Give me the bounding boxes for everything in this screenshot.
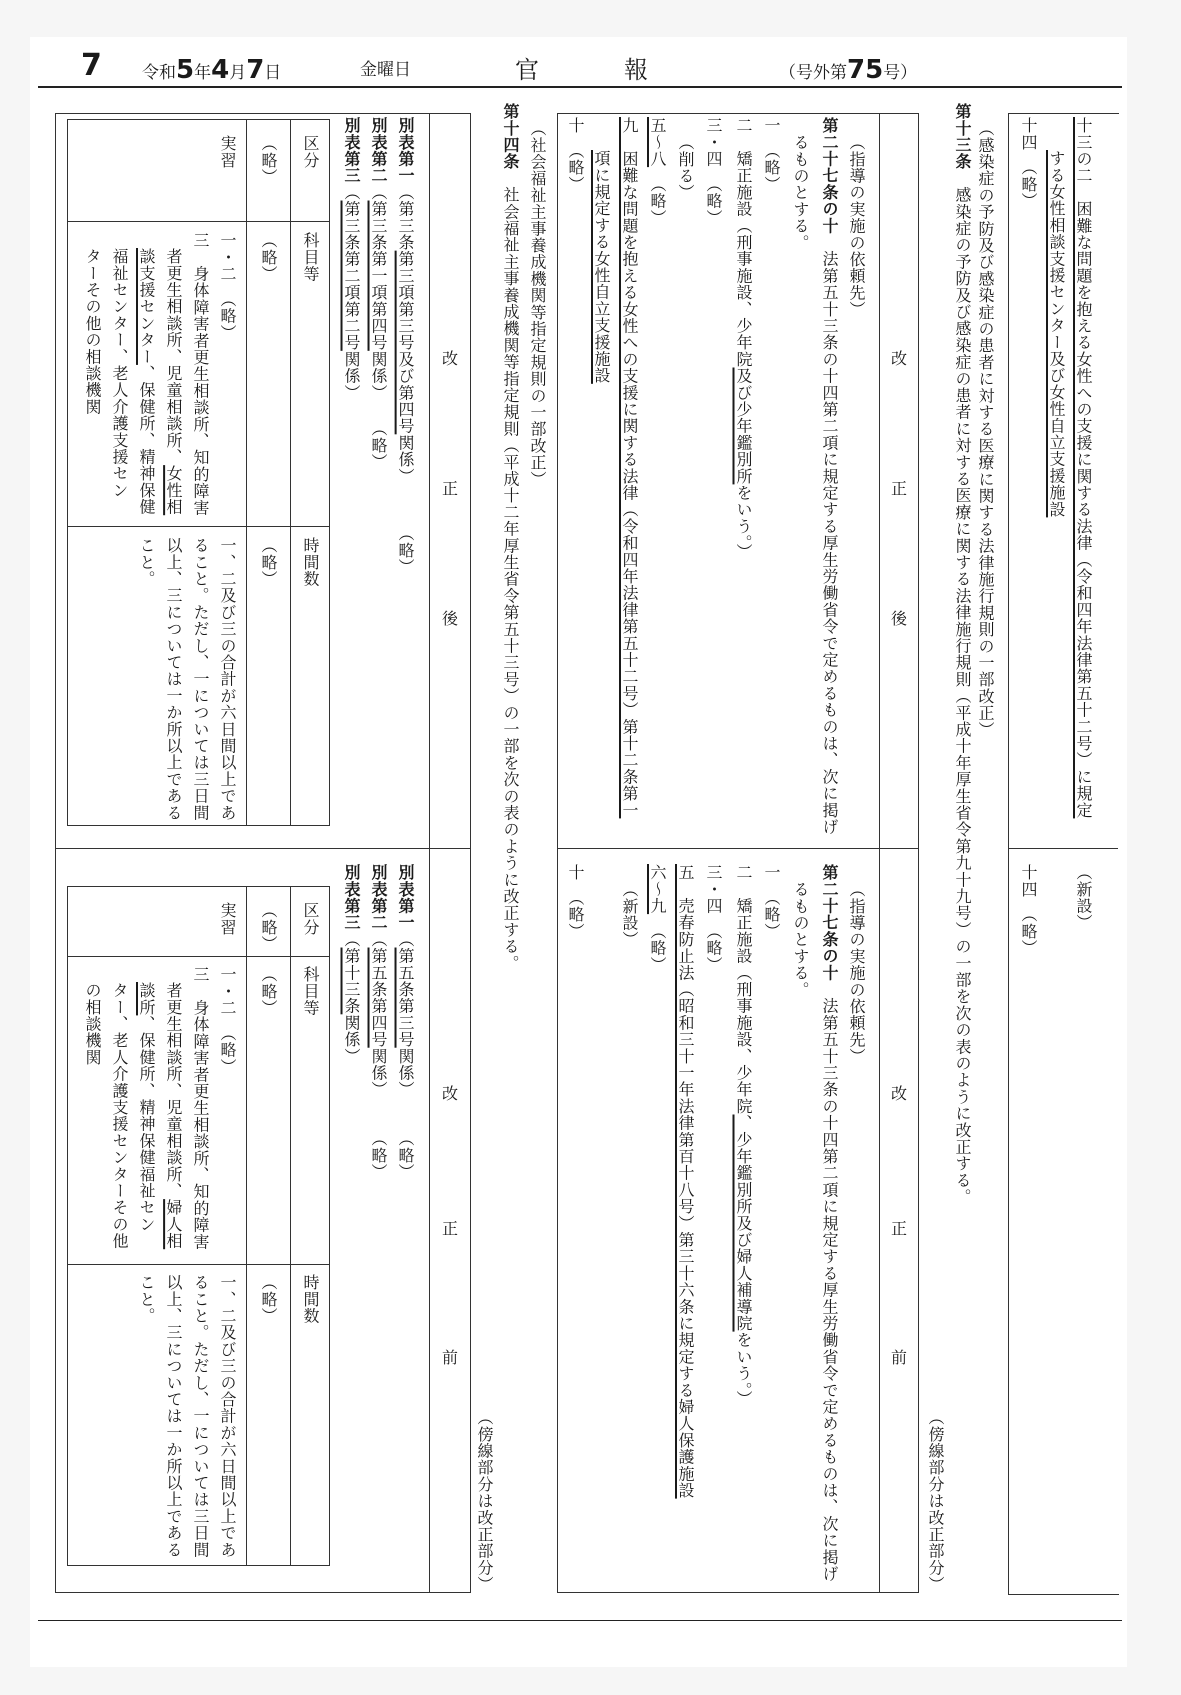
label-after-go: 後 (441, 609, 458, 628)
table-cell: （略） (259, 966, 278, 1017)
label-after-sei: 正 (890, 479, 907, 498)
hours-line: こと。 (137, 537, 156, 588)
label-before-sei: 正 (441, 1219, 458, 1238)
art13-before-line: （新設） (1074, 864, 1093, 931)
table-header-hours: 時間数 (301, 537, 320, 588)
subject-line: 三 身体障害者更生相談所、知的障害 (191, 966, 210, 1250)
table-column-border (246, 886, 247, 1566)
table-column-border (290, 119, 291, 826)
art13-before-line: 十四 （略） (1019, 864, 1038, 957)
hours-line: こと。 (137, 1274, 156, 1325)
issue-date: 令和5年4月7日 (142, 55, 282, 85)
table-row-border (67, 526, 330, 527)
gazette-title-kan: 官 (515, 56, 539, 84)
art27-after-line: （削る） (676, 134, 695, 201)
appended-table-heading: 別表第三（第十三条関係） (342, 864, 361, 1065)
art27-before-line: 一 （略） (762, 864, 781, 940)
art13-after-line: する女性相談支援センター及び女性自立支援施設 (1047, 150, 1066, 518)
label-after-kai: 改 (441, 349, 458, 368)
omitted-mark: （略） (396, 1130, 415, 1181)
label-column-border (429, 113, 430, 1593)
table-header-subjects: 科目等 (301, 966, 320, 1017)
table-cell-practice: 実習 (218, 135, 237, 169)
table-header-category: 区分 (301, 902, 320, 936)
art13-text: 第十三条 感染症の予防及び感染症の患者に対する医療に関する法律施行規則（平成十年厚生省令第九十九号）の一部を次の表のように改正する。 (953, 103, 972, 1206)
table-row-border (67, 221, 330, 222)
label-before-zen: 前 (890, 1348, 907, 1367)
art27-after-line: 二 矯正施設（刑事施設、少年院及び少年鑑別所をいう。） (734, 117, 753, 560)
table-cell-practice: 実習 (218, 902, 237, 936)
table-row-border (67, 1264, 330, 1265)
omitted-mark: （略） (369, 1130, 388, 1181)
art27-before-line: 十 （略） (566, 864, 585, 940)
art27-before-line: （指導の実施の依頼先） (847, 881, 866, 1065)
page-number: 7 (81, 48, 102, 83)
subject-line: ターその他の相談機関 (83, 248, 102, 415)
hours-line: ること。ただし、一については三日間 (191, 537, 210, 821)
hours-line: 一、二及び三の合計が六日間以上であ (218, 537, 237, 821)
art13-after-line: 十三の二 困難な問題を抱える女性への支援に関する法律（令和四年法律第五十二号）に規定 (1074, 117, 1093, 819)
subject-line: ター、老人介護支援センターその他 (110, 982, 129, 1250)
table-row-border (67, 956, 330, 957)
table-header-category: 区分 (301, 135, 320, 169)
art27-before-line: 第二十七条の十 法第五十三条の十四第二項に規定する厚生労働省令で定めるものは、次に掲げ (820, 864, 839, 1583)
subject-line: 福祉センター、老人介護支援セン (110, 248, 129, 499)
table-column-border (290, 886, 291, 1566)
gazette-title-po: 報 (624, 56, 648, 84)
table-header-hours: 時間数 (301, 1274, 320, 1325)
appended-table-heading: 別表第二（第三条第一項第四号関係） (369, 117, 388, 401)
art27-before-line: るものとする。 (791, 881, 810, 998)
subject-line: 者更生相談所、児童相談所、婦人相 (164, 982, 183, 1250)
subject-line: 一・二 （略） (218, 966, 237, 1075)
art27-after-line: 九 困難な問題を抱える女性への支援に関する法律（令和四年法律第五十二号）第十二条第一 (620, 117, 639, 819)
subject-line: 三 身体障害者更生相談所、知的障害 (191, 232, 210, 516)
table-column-border (246, 119, 247, 826)
table-cell: （略） (259, 1274, 278, 1325)
appended-table-heading: 別表第二（第五条第四号関係） (369, 864, 388, 1098)
hours-line: 以上、三については一か所以上である (164, 537, 183, 821)
issue-number: （号外第75号） (779, 55, 918, 85)
art27-after-line: 十 （略） (566, 117, 585, 193)
footer-rule (38, 1620, 1122, 1621)
hours-line: 一、二及び三の合計が六日間以上であ (218, 1274, 237, 1558)
subject-line: 談所、保健所、精神保健福祉セン (137, 982, 156, 1233)
subject-line: の相談機関 (83, 982, 102, 1066)
art27-after-line: 項に規定する女性自立支援施設 (592, 150, 611, 384)
table-divider (1008, 848, 1118, 849)
hours-line: 以上、三については一か所以上である (164, 1274, 183, 1558)
art27-after-line: 五～八 （略） (648, 117, 667, 226)
subject-line: 者更生相談所、児童相談所、女性相 (164, 248, 183, 516)
hours-line: ること。ただし、一については三日間 (191, 1274, 210, 1558)
table-header-subjects: 科目等 (301, 232, 320, 283)
label-after-go: 後 (890, 609, 907, 628)
art27-after-line: 一 （略） (762, 117, 781, 193)
art13-caption: （感染症の予防及び感染症の患者に対する医療に関する法律施行規則の一部改正） (976, 120, 995, 738)
label-before-sei: 正 (890, 1219, 907, 1238)
art27-before-line: （新設） (620, 881, 639, 948)
art13-note: （傍線部分は改正部分） (926, 1409, 945, 1593)
subject-line: 談支援センター、保健所、精神保健 (137, 248, 156, 516)
appended-table-heading: 別表第三（第三条第二項第二号関係） (342, 117, 361, 401)
art14-text: 第十四条 社会福祉主事養成機関等指定規則（平成十二年厚生省令第五十三号）の一部を次の表のように改正する。 (501, 103, 520, 972)
omitted-mark: （略） (369, 420, 388, 471)
label-before-zen: 前 (441, 1348, 458, 1367)
art27-after-line: るものとする。 (791, 134, 810, 251)
header-rule (38, 86, 1122, 88)
art27-before-line: 六～九 （略） (648, 864, 667, 973)
art27-after-line: 第二十七条の十 法第五十三条の十四第二項に規定する厚生労働省令で定めるものは、次に掲げ (820, 117, 839, 836)
art14-caption: （社会福祉主事養成機関等指定規則の一部改正） (528, 120, 547, 488)
label-after-sei: 正 (441, 479, 458, 498)
art27-before-line: 二 矯正施設（刑事施設、少年院、少年鑑別所及び婦人補導院をいう。） (734, 864, 753, 1408)
table-divider (557, 848, 919, 849)
art14-note: （傍線部分は改正部分） (475, 1409, 494, 1593)
subject-line: 一・二 （略） (218, 232, 237, 341)
table-cell: （略） (259, 537, 278, 588)
art27-after-line: （指導の実施の依頼先） (847, 134, 866, 318)
art27-before-line: 三・四 （略） (704, 864, 723, 973)
art13-after-line: 十四 （略） (1019, 117, 1038, 210)
art27-before-line: 五 売春防止法（昭和三十一年法律第百十八号）第三十六条に規定する婦人保護施設 (676, 864, 695, 1499)
appended-table-heading: 別表第一（第五条第三号関係） (396, 864, 415, 1098)
omitted-mark: （略） (396, 525, 415, 576)
table-cell: （略） (259, 902, 278, 953)
table-cell: （略） (259, 135, 278, 186)
table-divider (55, 848, 471, 849)
appended-table-heading: 別表第一（第三条第三項第三号及び第四号関係） (396, 117, 415, 485)
label-after-kai: 改 (890, 349, 907, 368)
label-before-kai: 改 (890, 1084, 907, 1103)
label-before-kai: 改 (441, 1084, 458, 1103)
label-column-border (879, 113, 880, 1593)
weekday: 金曜日 (360, 60, 411, 80)
table-cell: （略） (259, 232, 278, 283)
art27-after-line: 三・四 （略） (704, 117, 723, 226)
